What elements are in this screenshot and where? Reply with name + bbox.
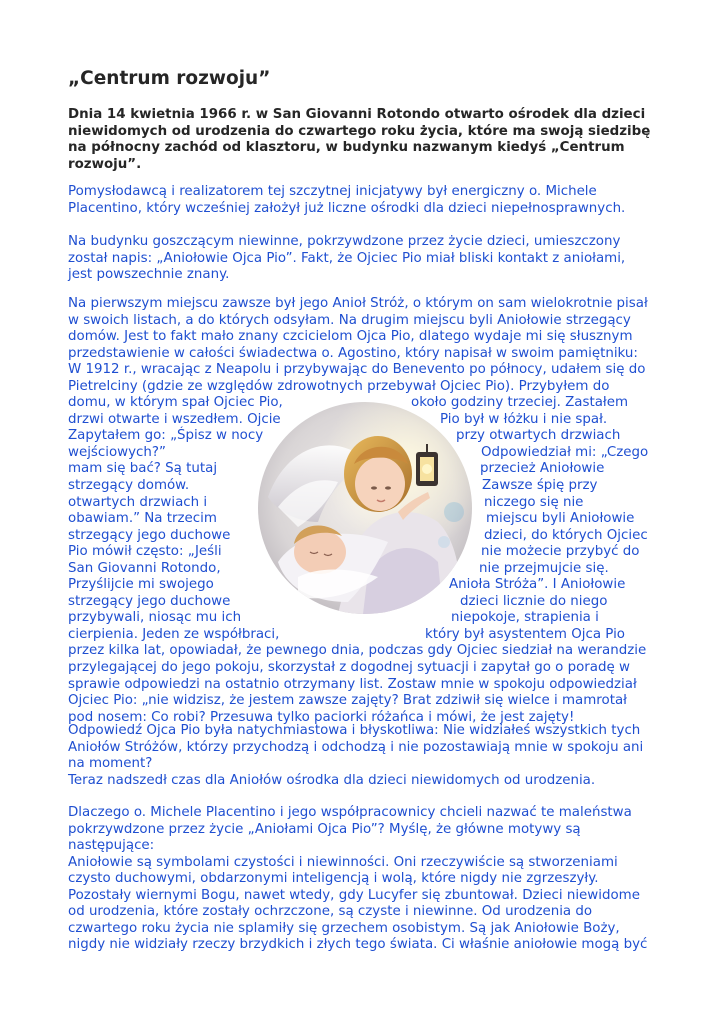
wrap-right-text: około godziny trzeciej. Zastałem (411, 395, 629, 411)
angel-illustration (258, 402, 472, 614)
text-line: Aniołowie są symbolami czystości i niewinności. Oni rzeczywiście są stworzeniami (68, 854, 618, 870)
wrap-left-text: drzwi otwarte i wszedłem. Ojcie (68, 411, 281, 427)
wrap-left-text: Pio mówił często: „Jeśli (68, 544, 222, 560)
angel-image (258, 402, 472, 614)
wrap-right-text: miejscu byli Aniołowie (486, 511, 635, 527)
wrap-left-text: strzegący jego duchowe (68, 593, 231, 609)
text-line: Pomysłodawcą i realizatorem tej szczytnej inicjatywy był energiczny o. Michele (68, 184, 597, 199)
text-line: w swoich listach, a do których odsyłam. Na drugim miejscu byli Aniołowie strzegący (68, 312, 631, 328)
wrap-left-text: otwartych drzwiach i (68, 494, 208, 510)
text-line: został napis: „Aniołowie Ojca Pio”. Fakt, że Ojciec Pio miał bliski kontakt z aniołami, (68, 250, 626, 266)
wrap-right-text: przecież Aniołowie (480, 461, 605, 477)
text-line: przedstawienie w całości świadectwa o. Agostino, który napisał w swoim pamiętniku: (68, 345, 638, 361)
wrap-right-text: Pio był w łóżku i nie spał. (440, 411, 608, 427)
paragraph-1 (68, 184, 660, 217)
text-line: przylegającej do jego pokoju, skorzystał z dogodnej sytuacji i zapytał go o poradę w (68, 660, 630, 676)
page-title: „Centrum rozwoju” (68, 68, 271, 89)
wrap-right-text: nie przejmujcie się. (479, 560, 609, 576)
text-line: jest powszechnie znany. (68, 267, 230, 283)
wrap-right-text: niepokoje, strapienia i (451, 610, 599, 626)
wrap-right-text: Anioła Stróża”. I Aniołowie (449, 577, 626, 593)
wrap-left-text: wejściowych?” (68, 444, 166, 460)
text-line: Odpowiedź Ojca Pio była natychmiastowa i błyskotliwa: Nie widziałeś wszystkich tych (68, 723, 641, 738)
wrap-left-text: mam się bać? Są tutaj (68, 461, 218, 477)
text-line: Teraz nadszedł czas dla Aniołów ośrodka dla dzieci niewidomych od urodzenia. (68, 772, 596, 788)
text-line: Pozostały wiernymi Bogu, nawet wtedy, gdy Lucyfer się zbuntował. Dzieci niewidome (68, 887, 640, 903)
text-line: czwartego roku życia nie splamiły się grzechem osobistym. Są jak Aniołowie Boży, (68, 920, 620, 936)
lead-paragraph: Dnia 14 kwietnia 1966 r. w San Giovanni Rotondo otwarto ośrodek dla dzieci niewidomych od urodzenia do czwartego roku życia, które ma swoją siedzibę na północny zachód od klasztoru, w budynku nazwanym kiedyś „Centrum rozwoju”. (68, 107, 651, 172)
text-line: W 1912 r., wracając z Neapolu i przybywając do Benevento po północy, udałem się do (68, 362, 646, 378)
wrap-right-text: niczego się nie (484, 494, 584, 510)
wrap-left-text: strzegący jego duchowe (68, 527, 231, 543)
wrap-right-text: Zawsze śpię przy (482, 478, 598, 494)
wrapped-line (68, 627, 660, 644)
text-line: pokrzywdzone przez życie „Aniołami Ojca Pio”? Myślę, że główne motywy są (68, 821, 581, 837)
text-line: Ojciec Pio: „nie widzisz, że jestem zawsze zajęty? Brat zdziwił się wielce i mamrotał (68, 693, 627, 709)
text-line: Dlaczego o. Michele Placentino i jego współpracownicy chcieli nazwać te maleństwa (68, 805, 632, 820)
text-line: Na pierwszym miejscu zawsze był jego Anioł Stróż, o którym on sam wielokrotnie pisał (68, 296, 648, 311)
text-line: domów. Jest to fakt mało znany czcicielom Ojca Pio, dlatego wydaje mi się słusznym (68, 329, 633, 345)
wrap-left-text: cierpienia. Jeden ze współbraci, (68, 626, 280, 642)
wrap-right-text: przy otwartych drzwiach (456, 428, 621, 444)
text-line: sprawie odpowiedzi na ostatnio otrzymany list. Zostaw mnie w spokoju odpowiedział (68, 676, 637, 692)
wrap-left-text: San Giovanni Rotondo, (68, 560, 221, 576)
wrap-right-text: dzieci, do których Ojciec (484, 527, 648, 543)
wrap-left-text: przybywali, niosąc mu ich (68, 610, 242, 626)
wrap-right-text: Odpowiedział mi: „Czego (481, 444, 649, 460)
wrap-right-text: nie możecie przybyć do (481, 544, 640, 560)
text-line: pod nosem: Co robi? Przesuwa tylko paciorki różańca i mówi, że jest zajęty! (68, 709, 575, 725)
text-line: Aniołów Stróżów, którzy przychodzą i odchodzą i nie pozostawiają mnie w spokoju ani (68, 739, 644, 755)
paragraph-5 (68, 805, 660, 954)
text-line: przez kilka lat, opowiadał, że pewnego dnia, podczas gdy Ojciec siedział na werandzie (68, 643, 647, 659)
wrap-left-text: domu, w którym spał Ojciec Pio, (68, 395, 283, 411)
text-line: od urodzenia, które zostały ochrzczone, są czyste i niewinne. Od urodzenia do (68, 904, 593, 920)
text-line: następujące: (68, 838, 155, 854)
text-line: czysto duchowymi, obdarzonymi inteligencją i wolą, które nigdy nie zgrzeszyły. (68, 871, 599, 887)
wrap-left-text: Przyślijcie mi swojego (68, 577, 214, 593)
wrap-right-text: dzieci licznie do niego (460, 593, 608, 609)
wrap-left-text: obawiam.” Na trzecim (68, 511, 217, 527)
text-line: nigdy nie widziały rzeczy brzydkich i złych tego świata. Ci właśnie aniołowie mogą być (68, 937, 648, 953)
text-line: Placentino, który wcześniej założył już liczne ośrodki dla dzieci niepełnosprawnych. (68, 200, 626, 216)
wrap-right-text: który był asystentem Ojca Pio (425, 626, 625, 642)
wrap-left-text: Zapytałem go: „Śpisz w nocy (68, 428, 264, 444)
text-line: Na budynku goszczącym niewinne, pokrzywdzone przez życie dzieci, umieszczony (68, 234, 621, 249)
wrap-left-text: strzegący domów. (68, 478, 190, 494)
text-line: na moment? (68, 756, 153, 772)
paragraph-4 (68, 723, 660, 789)
text-line: Pietrelciny (gdzie ze względów zdrowotnych przebywał Ojciec Pio). Przybyłem do (68, 378, 610, 394)
paragraph-2 (68, 234, 660, 284)
